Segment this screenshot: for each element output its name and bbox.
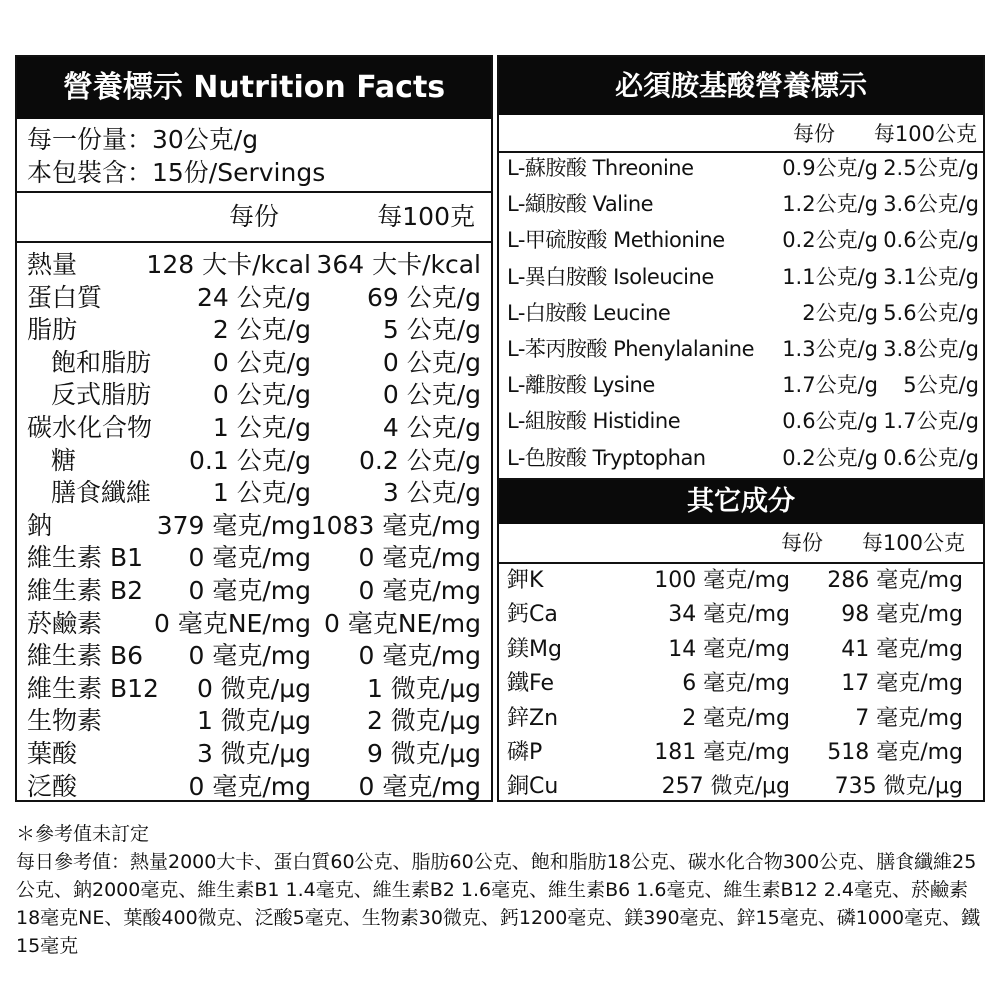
value-per-serving: 24 公克/g [196,282,311,312]
nutrient-name: 熱量 [27,250,78,279]
amino-acid-row [499,259,983,295]
value-per-100: 286 毫克/mg [827,568,963,593]
value-per-serving: 1 公克/g [212,478,311,508]
value-per-100: 2 微克/μg [366,706,481,736]
value-per-100: 3.1公克/g [883,264,979,289]
mineral-row [499,702,983,736]
column-header [499,526,983,560]
nutrition-facts-title: 營養標示 Nutrition Facts [17,57,491,119]
value-per-serving: 3 微克/μg [196,738,311,768]
nutrient-name: 葉酸 [27,738,78,768]
nutrient-name: 菸鹼素 [27,608,103,638]
value-per-100: 69 公克/g [366,282,481,312]
amino-acid-row [499,367,983,403]
nutrient-row [17,510,491,543]
nutrient-row [17,379,491,412]
mineral-row [499,770,983,804]
value-per-serving: 128 大卡/kcal [146,250,311,279]
nutrient-name: L-組胺酸 Histidine [507,409,681,434]
nutrient-name: 鋅Zn [507,705,559,731]
value-per-100: 9 微克/μg [366,738,481,768]
amino-acid-row [499,331,983,367]
nutrient-row [17,542,491,575]
value-per-100: 3 公克/g [382,478,481,508]
value-per-100: 0.6公克/g [883,228,979,253]
value-per-100: 0 毫克/mg [358,575,481,605]
nutrient-name: L-離胺酸 Lysine [507,373,655,398]
nutrient-name: 鈉 [27,510,53,540]
mineral-row [499,633,983,667]
value-per-serving: 0.6公克/g [782,409,878,434]
nutrient-name: 泛酸 [27,771,78,801]
value-per-serving: 1.2公克/g [782,192,878,217]
value-per-100: 364 大卡/kcal [316,250,481,279]
value-per-serving: 379 毫克/mg [156,510,311,540]
servings-per-pack: 本包裝含：15份/Servings [27,158,326,187]
nutrient-name: 蛋白質 [27,282,103,312]
nutrient-name: 銅Cu [507,774,559,800]
value-per-serving: 1.3公克/g [782,336,878,361]
value-per-serving: 34 毫克/mg [668,602,790,628]
nutrient-name: 維生素 B1 [27,543,144,573]
nutrient-name: 維生素 B6 [27,641,144,671]
col-per-100: 每100公克 [861,531,965,555]
nutrient-name: 磷P [507,739,543,765]
nutrient-name: 糖 [51,445,77,475]
value-per-100: 3.8公克/g [883,336,979,361]
nutrient-name: 鎂Mg [507,636,562,662]
nutrient-row [17,705,491,738]
footnote-daily-values: 每日參考值：熱量2000大卡、蛋白質60公克、脂肪60公克、飽和脂肪18公克、碳水化合物300公克、膳食纖維25公克、鈉2000毫克、維生素B1 1.4毫克、維生素B2 1.6毫克、維生素B6 1.6毫克、維生素B12 2.4毫克、菸鹼素18毫克NE、葉酸400微克、泛酸5毫克、生物素30微克、鈣1200毫克、鎂390毫克、鋅15毫克、磷1000毫克、鐵15毫克 [16,851,981,957]
col-per-serving: 每份 [781,531,823,555]
amino-acid-row [499,440,983,476]
value-per-100: 98 毫克/mg [841,602,963,628]
nutrient-row [17,445,491,478]
value-per-serving: 0 微克/μg [196,673,311,703]
nutrient-name: 生物素 [27,706,103,736]
footnotes [16,820,988,960]
value-per-100: 0 毫克/mg [358,543,481,573]
col-per-100: 每100克 [377,202,475,231]
amino-acid-row [499,222,983,258]
value-per-serving: 0 公克/g [212,347,311,377]
amino-acid-list [499,150,983,476]
nutrient-name: L-甲硫胺酸 Methionine [507,228,725,253]
value-per-100: 1083 毫克/mg [310,510,481,540]
value-per-serving: 14 毫克/mg [668,636,790,662]
nutrient-row [17,738,491,771]
nutrient-name: 維生素 B2 [27,575,144,605]
footnote-reference-not-set: ＊參考值未訂定 [16,823,150,845]
amino-acid-row [499,186,983,222]
nutrient-name: 脂肪 [27,315,78,345]
value-per-serving: 0 毫克/mg [188,641,311,671]
value-per-serving: 100 毫克/mg [654,568,790,593]
mineral-row [499,598,983,632]
value-per-100: 5 公克/g [382,315,481,345]
value-per-serving: 0 毫克NE/mg [154,608,311,638]
value-per-serving: 2 公克/g [212,315,311,345]
mineral-list [499,564,983,805]
nutrient-row [17,608,491,641]
value-per-100: 518 毫克/mg [827,739,963,765]
amino-acid-row [499,403,983,439]
nutrient-row [17,771,491,804]
col-per-serving: 每份 [228,202,279,231]
value-per-serving: 181 毫克/mg [654,739,790,765]
value-per-serving: 0 毫克/mg [188,771,311,801]
value-per-100: 0.6公克/g [883,445,979,470]
divider [17,241,491,243]
nutrient-row [17,282,491,315]
nutrient-name: 維生素 B12 [27,673,159,703]
value-per-100: 1.7公克/g [883,409,979,434]
value-per-100: 0 毫克NE/mg [324,608,481,638]
nutrient-name: L-異白胺酸 Isoleucine [507,264,714,289]
nutrient-row [17,412,491,445]
nutrient-name: 碳水化合物 [27,412,153,442]
value-per-serving: 0 公克/g [212,380,311,410]
value-per-serving: 0.2公克/g [782,228,878,253]
value-per-serving: 2 毫克/mg [682,705,790,731]
amino-acid-row [499,295,983,331]
nutrient-name: L-纈胺酸 Valine [507,192,654,217]
amino-acid-panel [497,55,985,480]
nutrient-list [17,249,491,803]
nutrient-row [17,314,491,347]
amino-acid-row [499,150,983,186]
value-per-serving: 2公克/g [802,300,878,325]
col-per-serving: 每份 [793,122,835,146]
value-per-100: 0 毫克/mg [358,641,481,671]
value-per-serving: 0.2公克/g [782,445,878,470]
nutrient-row [17,477,491,510]
nutrient-name: 反式脂肪 [51,380,152,410]
value-per-serving: 6 毫克/mg [682,671,790,697]
value-per-serving: 1 微克/μg [196,706,311,736]
value-per-100: 0 公克/g [382,380,481,410]
nutrient-name: L-蘇胺酸 Threonine [507,156,694,180]
value-per-serving: 0 毫克/mg [188,575,311,605]
value-per-100: 7 毫克/mg [855,705,963,731]
serving-size: 每一份量：30公克/g [27,125,259,154]
mineral-row [499,564,983,598]
value-per-100: 0 毫克/mg [358,771,481,801]
other-ingredients-title: 其它成分 [499,480,983,524]
amino-acid-title: 必須胺基酸營養標示 [499,57,983,115]
nutrient-row [17,575,491,608]
nutrient-name: 鐵Fe [507,671,554,697]
value-per-100: 3.6公克/g [883,192,979,217]
divider [17,191,491,193]
other-ingredients-panel [497,478,985,802]
nutrient-name: 鉀K [507,568,544,593]
nutrient-name: 飽和脂肪 [51,347,152,377]
value-per-100: 0 公克/g [382,347,481,377]
nutrient-name: L-色胺酸 Tryptophan [507,445,706,470]
nutrient-row [17,673,491,706]
column-header [499,119,983,149]
value-per-100: 4 公克/g [382,412,481,442]
value-per-100: 1 微克/μg [366,673,481,703]
nutrient-row [17,640,491,673]
value-per-100: 41 毫克/mg [841,636,963,662]
nutrient-name: L-苯丙胺酸 Phenylalanine [507,336,754,361]
serving-info [27,123,325,189]
value-per-100: 2.5公克/g [883,156,979,180]
nutrient-row [17,249,491,282]
value-per-100: 17 毫克/mg [841,671,963,697]
nutrient-name: L-白胺酸 Leucine [507,300,671,325]
value-per-100: 5.6公克/g [883,300,979,325]
value-per-serving: 0 毫克/mg [188,543,311,573]
mineral-row [499,736,983,770]
value-per-serving: 257 微克/μg [661,774,790,800]
value-per-serving: 1.1公克/g [782,264,878,289]
value-per-100: 735 微克/μg [834,774,963,800]
value-per-serving: 0.1 公克/g [189,445,311,475]
column-header [17,197,491,237]
col-per-100: 每100公克 [873,122,977,146]
mineral-row [499,667,983,701]
value-per-serving: 0.9公克/g [782,156,878,180]
nutrient-row [17,347,491,380]
value-per-100: 5公克/g [903,373,979,398]
value-per-100: 0.2 公克/g [359,445,481,475]
value-per-serving: 1.7公克/g [782,373,878,398]
nutrient-name: 鈣Ca [507,602,558,628]
nutrition-facts-panel [15,55,493,802]
nutrient-name: 膳食纖維 [51,478,152,508]
value-per-serving: 1 公克/g [212,412,311,442]
